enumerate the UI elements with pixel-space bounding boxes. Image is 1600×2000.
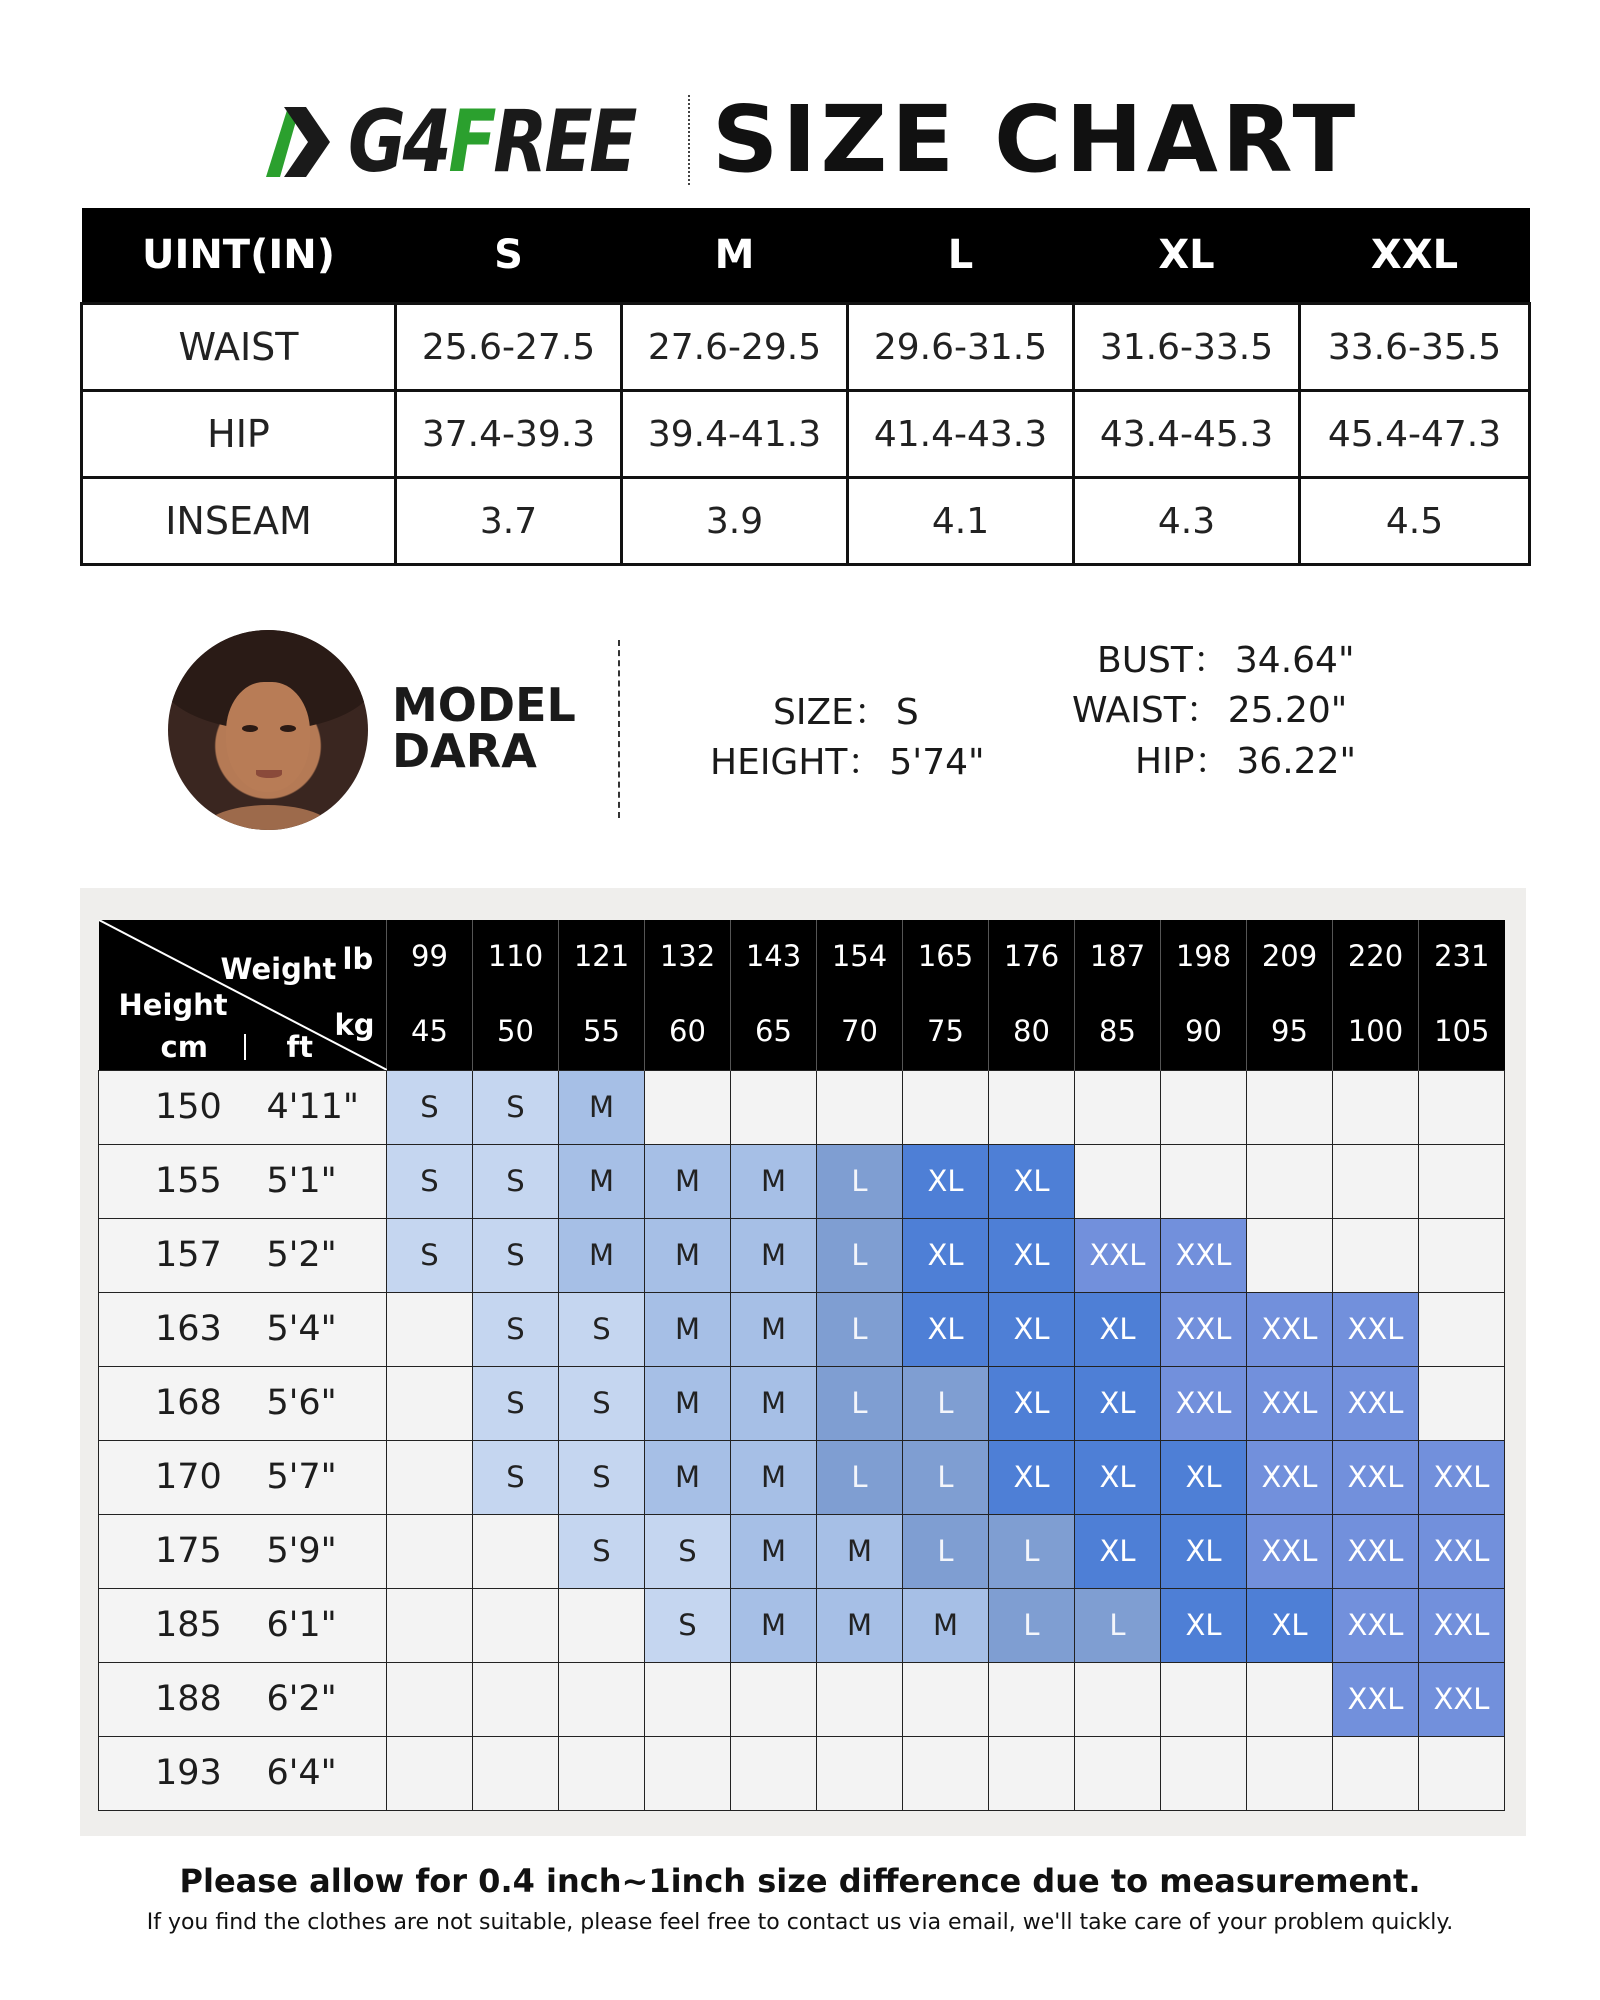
size-cell: L: [903, 1440, 989, 1514]
kg-value: 50: [473, 992, 559, 1070]
lb-value: 209: [1247, 920, 1333, 992]
measurement-value: 39.4-41.3: [622, 391, 848, 478]
kg-value: 100: [1333, 992, 1419, 1070]
model-size-label: SIZE：: [773, 692, 890, 733]
size-cell: XL: [1247, 1588, 1333, 1662]
size-cell: [387, 1440, 473, 1514]
size-cell: M: [731, 1440, 817, 1514]
measurement-label: INSEAM: [82, 478, 396, 565]
size-cell: [817, 1736, 903, 1810]
size-cell: [731, 1070, 817, 1144]
size-cell: [645, 1070, 731, 1144]
size-cell: XXL: [1247, 1366, 1333, 1440]
size-cell: XXL: [1247, 1514, 1333, 1588]
lb-value: 121: [559, 920, 645, 992]
measurement-value: 27.6-29.5: [622, 304, 848, 391]
size-cell: [1247, 1662, 1333, 1736]
model-divider: [618, 640, 620, 818]
height-row: [99, 1588, 1505, 1662]
size-cell: XXL: [1247, 1440, 1333, 1514]
size-cell: M: [817, 1514, 903, 1588]
size-cell: M: [645, 1292, 731, 1366]
height-cm: 185: [99, 1588, 241, 1662]
measurement-label: HIP: [82, 391, 396, 478]
size-cell: XL: [989, 1218, 1075, 1292]
model-name: [392, 678, 576, 778]
size-cell: [387, 1292, 473, 1366]
model-size: [773, 684, 919, 735]
height-row: [99, 1662, 1505, 1736]
kg-value: 45: [387, 992, 473, 1070]
size-cell: XL: [989, 1292, 1075, 1366]
size-cell: [1419, 1218, 1505, 1292]
kg-value: 70: [817, 992, 903, 1070]
size-cell: L: [817, 1292, 903, 1366]
size-header-3: L: [848, 208, 1074, 304]
measurement-label: WAIST: [82, 304, 396, 391]
model-height-label: HEIGHT：: [710, 742, 884, 783]
lb-value: 198: [1161, 920, 1247, 992]
model-bust: [1097, 632, 1355, 683]
kg-value: 80: [989, 992, 1075, 1070]
model-hip: [1135, 733, 1356, 784]
size-cell: M: [559, 1144, 645, 1218]
height-weight-chart: [80, 888, 1526, 1836]
size-cell: M: [903, 1588, 989, 1662]
size-cell: S: [473, 1144, 559, 1218]
size-header-5: XXL: [1300, 208, 1530, 304]
size-cell: [1075, 1144, 1161, 1218]
size-cell: XXL: [1333, 1514, 1419, 1588]
size-cell: [387, 1736, 473, 1810]
lb-value: 99: [387, 920, 473, 992]
size-cell: M: [645, 1440, 731, 1514]
size-cell: XXL: [1333, 1588, 1419, 1662]
size-cell: L: [903, 1366, 989, 1440]
size-row: [82, 478, 1530, 565]
height-ft: 6'4": [241, 1736, 387, 1810]
height-ft: 5'7": [241, 1440, 387, 1514]
chevron-logo-icon: [266, 97, 346, 187]
measurement-value: 4.1: [848, 478, 1074, 565]
kg-value: 75: [903, 992, 989, 1070]
size-cell: M: [731, 1292, 817, 1366]
measurement-value: 41.4-43.3: [848, 391, 1074, 478]
size-cell: M: [731, 1366, 817, 1440]
size-row: [82, 391, 1530, 478]
model-waist-label: WAIST：: [1072, 690, 1222, 731]
model-first-name: DARA: [392, 724, 537, 778]
size-cell: [1247, 1144, 1333, 1218]
size-cell: L: [817, 1144, 903, 1218]
page-title: SIZE CHART: [712, 86, 1360, 193]
size-cell: S: [473, 1440, 559, 1514]
size-cell: XXL: [1161, 1366, 1247, 1440]
lb-value: 143: [731, 920, 817, 992]
height-row: [99, 1440, 1505, 1514]
size-cell: S: [645, 1588, 731, 1662]
measurement-value: 45.4-47.3: [1300, 391, 1530, 478]
size-cell: L: [817, 1366, 903, 1440]
size-cell: [903, 1662, 989, 1736]
header-divider: [688, 95, 690, 185]
size-cell: XL: [903, 1218, 989, 1292]
measurement-value: 33.6-35.5: [1300, 304, 1530, 391]
measurement-value: 3.9: [622, 478, 848, 565]
size-header-0: UINT(IN): [82, 208, 396, 304]
size-cell: [1333, 1218, 1419, 1292]
brand-prefix: G4: [348, 92, 449, 192]
model-info: [0, 620, 1600, 830]
size-cell: XL: [989, 1440, 1075, 1514]
size-cell: XXL: [1419, 1440, 1505, 1514]
kg-value: 85: [1075, 992, 1161, 1070]
lb-value: 110: [473, 920, 559, 992]
corner-header: [99, 920, 387, 1070]
size-cell: S: [473, 1292, 559, 1366]
size-cell: XXL: [1419, 1514, 1505, 1588]
size-cell: [559, 1588, 645, 1662]
size-cell: XXL: [1333, 1662, 1419, 1736]
lb-value: 231: [1419, 920, 1505, 992]
size-cell: XL: [989, 1366, 1075, 1440]
size-cell: M: [731, 1588, 817, 1662]
model-waist: [1072, 682, 1347, 733]
brand-suffix: REE: [493, 92, 635, 192]
size-cell: L: [989, 1588, 1075, 1662]
lb-header-row: [99, 920, 1505, 992]
size-header-1: S: [396, 208, 622, 304]
size-cell: S: [473, 1366, 559, 1440]
measurement-value: 37.4-39.3: [396, 391, 622, 478]
size-cell: M: [731, 1514, 817, 1588]
size-header-2: M: [622, 208, 848, 304]
size-cell: XXL: [1247, 1292, 1333, 1366]
size-row: [82, 304, 1530, 391]
size-header-4: XL: [1074, 208, 1300, 304]
weight-axis-label: Weight: [220, 952, 337, 986]
size-cell: XXL: [1333, 1440, 1419, 1514]
size-cell: S: [559, 1366, 645, 1440]
measurement-value: 31.6-33.5: [1074, 304, 1300, 391]
height-cm: 168: [99, 1366, 241, 1440]
size-cell: M: [817, 1588, 903, 1662]
height-row: [99, 1144, 1505, 1218]
height-ft: 5'4": [241, 1292, 387, 1366]
brand-wordmark: [348, 87, 634, 197]
size-cell: M: [645, 1218, 731, 1292]
size-cell: XL: [1075, 1440, 1161, 1514]
size-cell: [473, 1588, 559, 1662]
size-cell: [387, 1662, 473, 1736]
size-cell: XXL: [1075, 1218, 1161, 1292]
size-cell: [817, 1070, 903, 1144]
size-cell: [1247, 1736, 1333, 1810]
size-cell: [1419, 1736, 1505, 1810]
measurement-value: 43.4-45.3: [1074, 391, 1300, 478]
measurement-note: Please allow for 0.4 inch~1inch size difference due to measurement.: [179, 1862, 1421, 1900]
kg-value: 65: [731, 992, 817, 1070]
size-cell: M: [559, 1218, 645, 1292]
lb-value: 220: [1333, 920, 1419, 992]
size-cell: [1419, 1070, 1505, 1144]
size-cell: [1247, 1070, 1333, 1144]
size-cell: [1075, 1662, 1161, 1736]
height-row: [99, 1292, 1505, 1366]
size-cell: [1161, 1662, 1247, 1736]
header: [0, 75, 1600, 205]
size-cell: S: [559, 1514, 645, 1588]
size-cell: [731, 1736, 817, 1810]
size-cell: [559, 1662, 645, 1736]
size-cell: XL: [1075, 1366, 1161, 1440]
size-cell: L: [817, 1440, 903, 1514]
height-cm: 188: [99, 1662, 241, 1736]
size-cell: [731, 1662, 817, 1736]
size-cell: [903, 1736, 989, 1810]
height-weight-table: [98, 920, 1505, 1811]
size-cell: S: [387, 1218, 473, 1292]
size-cell: [1333, 1144, 1419, 1218]
size-cell: [817, 1662, 903, 1736]
height-ft: 5'6": [241, 1366, 387, 1440]
height-cm: 170: [99, 1440, 241, 1514]
size-cell: S: [473, 1218, 559, 1292]
size-cell: [473, 1662, 559, 1736]
kg-value: 90: [1161, 992, 1247, 1070]
height-ft: 6'1": [241, 1588, 387, 1662]
size-cell: [1161, 1736, 1247, 1810]
size-cell: [645, 1662, 731, 1736]
size-cell: L: [989, 1514, 1075, 1588]
height-cm: 150: [99, 1070, 241, 1144]
size-table: [80, 208, 1531, 566]
size-cell: XL: [1161, 1588, 1247, 1662]
model-height-value: 5'74": [889, 742, 985, 783]
measurement-value: 29.6-31.5: [848, 304, 1074, 391]
height-cm: 163: [99, 1292, 241, 1366]
size-cell: XL: [1161, 1440, 1247, 1514]
size-cell: S: [387, 1070, 473, 1144]
size-cell: [1419, 1292, 1505, 1366]
measurement-value: 3.7: [396, 478, 622, 565]
size-cell: XL: [1161, 1514, 1247, 1588]
size-cell: L: [1075, 1588, 1161, 1662]
lb-unit-label: lb: [342, 942, 374, 976]
size-cell: M: [559, 1070, 645, 1144]
size-cell: [1333, 1070, 1419, 1144]
size-cell: S: [559, 1292, 645, 1366]
model-height: [710, 734, 985, 785]
lb-value: 154: [817, 920, 903, 992]
size-cell: [645, 1736, 731, 1810]
measurement-value: 4.3: [1074, 478, 1300, 565]
size-cell: L: [817, 1218, 903, 1292]
ft-unit-label: ft: [286, 1030, 313, 1064]
size-cell: [473, 1736, 559, 1810]
kg-value: 55: [559, 992, 645, 1070]
size-cell: XL: [903, 1292, 989, 1366]
height-row: [99, 1736, 1505, 1810]
height-axis-label: Height: [118, 988, 228, 1022]
size-cell: XL: [903, 1144, 989, 1218]
size-cell: [473, 1514, 559, 1588]
height-cm: 157: [99, 1218, 241, 1292]
height-ft: 6'2": [241, 1662, 387, 1736]
model-label: MODEL: [392, 678, 576, 732]
model-bust-value: 34.64": [1234, 640, 1355, 681]
height-cm: 155: [99, 1144, 241, 1218]
height-cm: 175: [99, 1514, 241, 1588]
height-row: [99, 1514, 1505, 1588]
height-ft: 5'2": [241, 1218, 387, 1292]
model-bust-label: BUST：: [1097, 640, 1229, 681]
size-cell: [387, 1514, 473, 1588]
size-cell: [1161, 1144, 1247, 1218]
kg-unit-label: kg: [334, 1008, 375, 1042]
size-cell: M: [731, 1144, 817, 1218]
size-cell: [989, 1662, 1075, 1736]
size-cell: [1333, 1736, 1419, 1810]
size-cell: XXL: [1419, 1588, 1505, 1662]
height-ft: 4'11": [241, 1070, 387, 1144]
size-cell: XXL: [1419, 1662, 1505, 1736]
size-cell: [1419, 1144, 1505, 1218]
size-cell: XXL: [1333, 1292, 1419, 1366]
kg-value: 60: [645, 992, 731, 1070]
size-cell: [1419, 1366, 1505, 1440]
size-cell: [1075, 1736, 1161, 1810]
size-cell: XL: [1075, 1514, 1161, 1588]
size-cell: [387, 1588, 473, 1662]
size-cell: S: [387, 1144, 473, 1218]
size-cell: XL: [1075, 1292, 1161, 1366]
height-row: [99, 1218, 1505, 1292]
size-cell: M: [645, 1144, 731, 1218]
size-table-header-row: [82, 208, 1530, 304]
size-cell: L: [903, 1514, 989, 1588]
cm-unit-label: cm: [160, 1030, 208, 1064]
model-waist-value: 25.20": [1227, 690, 1348, 731]
kg-value: 95: [1247, 992, 1333, 1070]
model-hip-value: 36.22": [1236, 741, 1357, 782]
size-cell: XXL: [1161, 1218, 1247, 1292]
brand-logo: [266, 87, 646, 197]
contact-note: If you find the clothes are not suitable, please feel free to contact us via email, we'll take care of your problem quickly.: [146, 1910, 1454, 1935]
size-cell: [559, 1736, 645, 1810]
measurement-value: 4.5: [1300, 478, 1530, 565]
avatar: [168, 630, 368, 830]
size-cell: XL: [989, 1144, 1075, 1218]
brand-f: F: [448, 92, 494, 192]
size-cell: [989, 1070, 1075, 1144]
height-row: [99, 1070, 1505, 1144]
size-cell: M: [731, 1218, 817, 1292]
size-cell: [1161, 1070, 1247, 1144]
size-cell: S: [645, 1514, 731, 1588]
size-cell: S: [559, 1440, 645, 1514]
lb-value: 187: [1075, 920, 1161, 992]
size-cell: [903, 1070, 989, 1144]
height-ft: 5'1": [241, 1144, 387, 1218]
size-cell: [989, 1736, 1075, 1810]
lb-value: 165: [903, 920, 989, 992]
measurement-value: 25.6-27.5: [396, 304, 622, 391]
size-cell: XXL: [1333, 1366, 1419, 1440]
height-ft: 5'9": [241, 1514, 387, 1588]
size-cell: XXL: [1161, 1292, 1247, 1366]
kg-value: 105: [1419, 992, 1505, 1070]
size-cell: [1247, 1218, 1333, 1292]
size-cell: M: [645, 1366, 731, 1440]
lb-value: 176: [989, 920, 1075, 992]
model-size-value: S: [895, 692, 919, 733]
model-hip-label: HIP：: [1135, 741, 1231, 782]
size-cell: [387, 1366, 473, 1440]
size-cell: [1075, 1070, 1161, 1144]
lb-value: 132: [645, 920, 731, 992]
size-cell: S: [473, 1070, 559, 1144]
height-row: [99, 1366, 1505, 1440]
height-cm: 193: [99, 1736, 241, 1810]
